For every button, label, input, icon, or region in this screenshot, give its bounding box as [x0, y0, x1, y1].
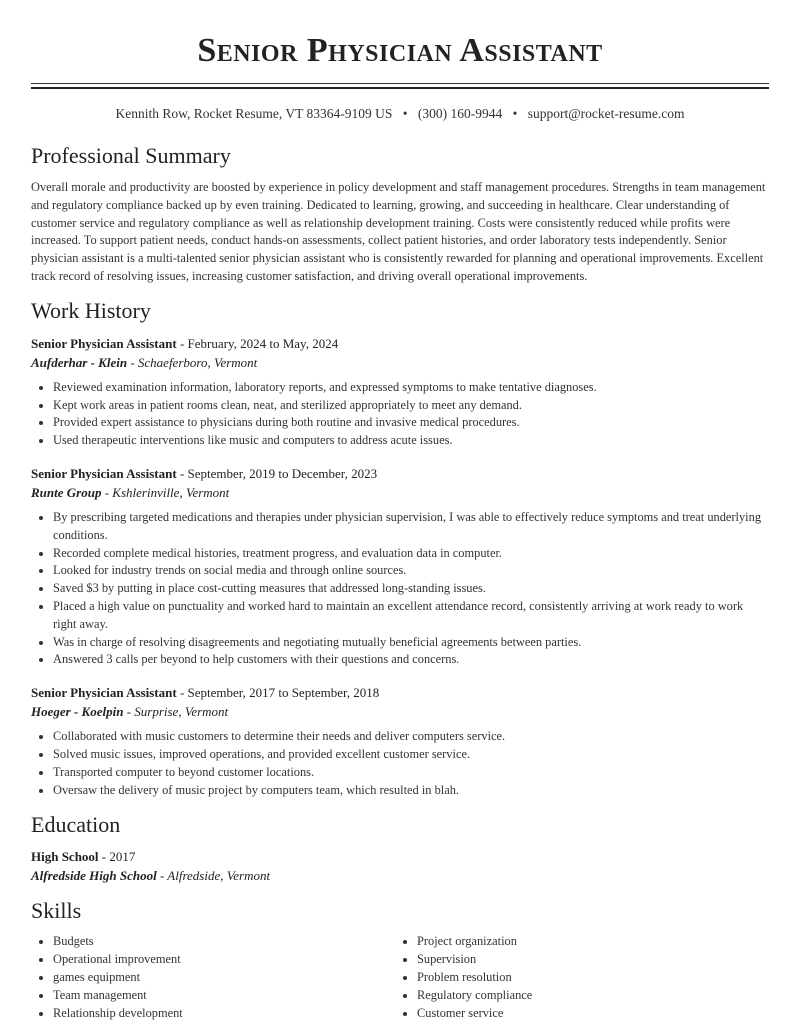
skill-item: • Operational improvement: [53, 951, 395, 969]
skills-column-left: [31, 933, 395, 1022]
job-bullet: • Recorded complete medical histories, treatment progress, and evaluation data in computer.: [53, 545, 769, 563]
job-bullet: • Oversaw the delivery of music project by computers team, which resulted in blah.: [53, 782, 769, 800]
school-name: Alfredside High School: [31, 868, 157, 884]
job-dates: - September, 2017 to September, 2018: [176, 685, 380, 701]
skill-item: • Relationship development: [53, 1005, 395, 1023]
job-bullets: [31, 728, 769, 799]
job-bullet: • Placed a high value on punctuality and worked hard to maintain an excellent attendance record, consistently arriving at work ready to work right away.: [53, 598, 769, 634]
job-bullet: • Used therapeutic interventions like music and computers to address acute issues.: [53, 432, 769, 450]
education-section: [31, 812, 769, 885]
job-entry: [31, 464, 769, 669]
degree-line: [31, 847, 769, 866]
school-line: [31, 866, 769, 885]
degree-year: - 2017: [98, 849, 136, 865]
job-bullet: • Saved $3 by putting in place cost-cutting measures that addressed long-standing issues.: [53, 580, 769, 598]
job-bullet: • Transported computer to beyond customer locations.: [53, 764, 769, 782]
job-bullet: • Provided expert assistance to physicians during both routine and invasive medical procedures.: [53, 414, 769, 432]
resume-name-title: Senior Physician Assistant: [197, 32, 603, 69]
skills-columns: [31, 933, 769, 1022]
header-divider-thick: [31, 87, 769, 89]
education-entry: [31, 847, 769, 885]
contact-separator: •: [402, 106, 408, 121]
skill-item: • Team management: [53, 987, 395, 1005]
job-title-line: [31, 683, 769, 702]
company-line: [31, 353, 769, 372]
job-title-line: [31, 334, 769, 353]
job-bullet: • Kept work areas in patient rooms clean, neat, and sterilized appropriately to meet any demand.: [53, 397, 769, 415]
company-name: Runte Group: [31, 484, 102, 500]
company-location: - Surprise, Vermont: [123, 704, 229, 720]
skill-item: • Problem resolution: [417, 969, 759, 987]
school-location: - Alfredside, Vermont: [156, 868, 271, 884]
company-location: - Kshlerinville, Vermont: [101, 484, 230, 500]
skill-item: • games equipment: [53, 969, 395, 987]
job-bullet: • Answered 3 calls per beyond to help customers with their questions and concerns.: [53, 651, 769, 669]
job-title: Senior Physician Assistant: [31, 465, 177, 481]
job-bullets: [31, 379, 769, 450]
skill-item: • Project organization: [417, 933, 759, 951]
skills-list: [31, 933, 395, 1022]
section-heading-work: Work History: [31, 297, 151, 323]
section-heading-skills: Skills: [31, 898, 82, 924]
company-line: [31, 702, 769, 721]
job-bullet: • By prescribing targeted medications and therapies under physician supervision, I was able to effectively reduce symptoms and treat underlying conditions.: [53, 509, 769, 545]
skill-item: • Regulatory compliance: [417, 987, 759, 1005]
company-location: - Schaeferboro, Vermont: [127, 354, 258, 370]
skills-column-right: [395, 933, 759, 1022]
job-bullet: • Was in charge of resolving disagreements and negotiating mutually beneficial agreements between parties.: [53, 634, 769, 652]
job-bullet: • Collaborated with music customers to determine their needs and deliver computers service.: [53, 728, 769, 746]
job-title: Senior Physician Assistant: [31, 685, 177, 701]
company-name: Hoeger - Koelpin: [31, 704, 124, 720]
skill-item: • Customer service: [417, 1005, 759, 1023]
professional-summary-section: [31, 143, 769, 286]
contact-phone: (300) 160-9944: [417, 106, 503, 121]
skill-item: • Budgets: [53, 933, 395, 951]
company-line: [31, 483, 769, 502]
header-divider-thin: [31, 83, 769, 84]
contact-line: [31, 105, 769, 123]
job-entry: [31, 683, 769, 799]
contact-email: support@rocket-resume.com: [527, 106, 685, 121]
summary-text: Overall morale and productivity are boosted by experience in policy development and staff management procedures. Strengths in team management and regulatory compliance backed up by even training. Dedicated to learning, growing, and succeeding in healthcare. Clear understanding of customer service and regulatory compliance as well as relationship development training. Costs were consistently reduced while profits were increased. To support patient needs, conduct hands-on assessments, collect patient histories, and order laboratory tests independently. Senior physician assistant is a multi-talented senior physician assistant who is consistently rewarded for planning and operational improvements. Excellent track record of resolving issues, increasing customer satisfaction, and driving overall operational improvements.: [31, 180, 766, 283]
job-dates: - February, 2024 to May, 2024: [176, 335, 339, 351]
skills-section: [31, 898, 769, 1022]
job-title: Senior Physician Assistant: [31, 335, 177, 351]
degree-name: High School: [31, 849, 99, 865]
job-bullet: • Looked for industry trends on social media and through online sources.: [53, 562, 769, 580]
section-heading-education: Education: [31, 812, 121, 838]
job-bullets: [31, 509, 769, 669]
job-entry: [31, 334, 769, 450]
skills-list: [395, 933, 759, 1022]
company-name: Aufderhar - Klein: [31, 354, 128, 370]
section-heading-summary: Professional Summary: [31, 143, 231, 168]
job-dates: - September, 2019 to December, 2023: [176, 465, 378, 481]
contact-separator: •: [512, 106, 518, 121]
contact-address: Kennith Row, Rocket Resume, VT 83364-9109 US: [115, 106, 393, 121]
job-bullet: • Reviewed examination information, laboratory reports, and expressed symptoms to make tentative diagnoses.: [53, 379, 769, 397]
skill-item: • Supervision: [417, 951, 759, 969]
job-bullet: • Solved music issues, improved operations, and provided excellent customer service.: [53, 746, 769, 764]
work-history-section: [31, 298, 769, 800]
job-title-line: [31, 464, 769, 483]
